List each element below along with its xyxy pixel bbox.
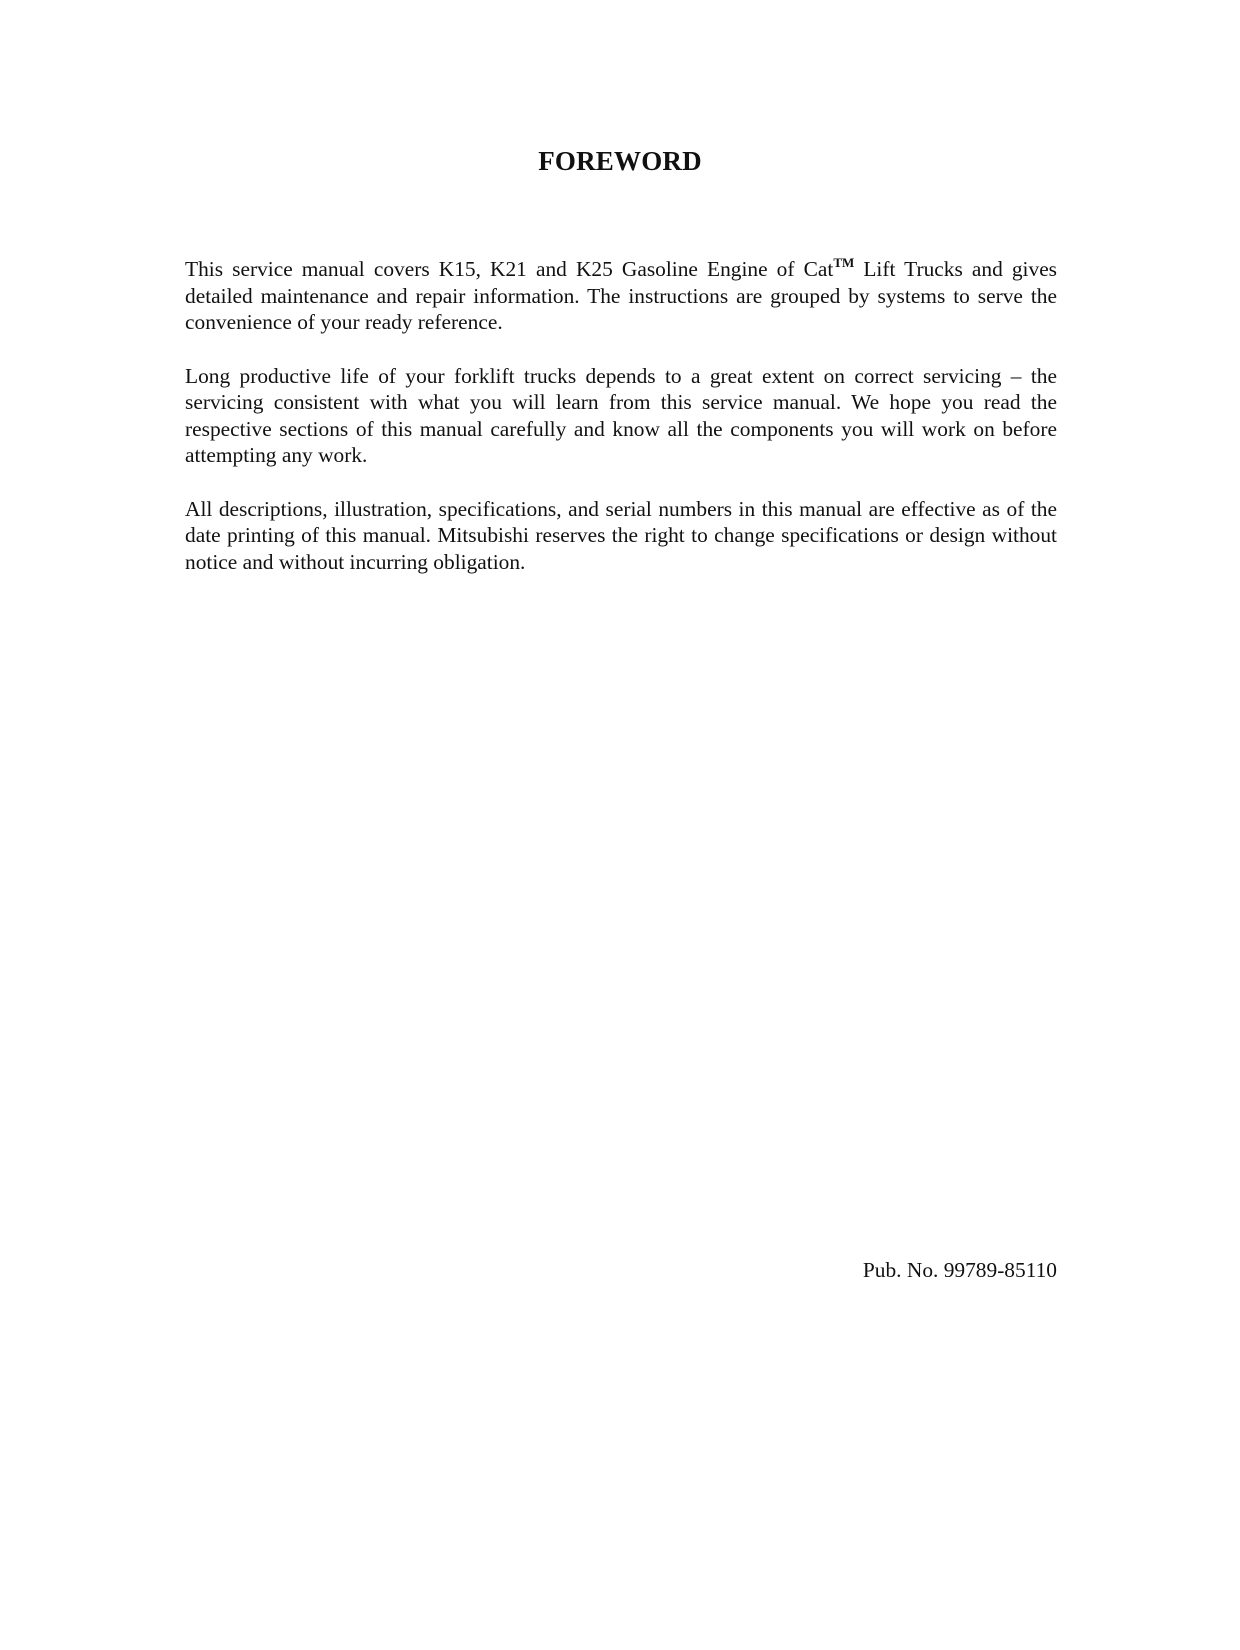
page-title: FOREWORD <box>538 146 702 176</box>
paragraph-intro <box>185 256 1057 336</box>
publication-number: Pub. No. 99789-85110 <box>862 1258 1057 1282</box>
paragraph-intro-start: This service manual covers K15, K21 and K25 Gasoline Engine of Cat <box>185 257 834 281</box>
trademark-mark: TM <box>833 255 855 270</box>
paragraph-intro-end: Lift Trucks and gives detailed maintenance and repair information. The instructions are grouped by systems to serve the convenience of your ready reference. <box>185 257 1058 334</box>
paragraph-servicing: Long productive life of your forklift trucks depends to a great extent on correct servicing – the servicing consistent with what you will learn from this service manual. We hope you read the respective sections of this manual carefully and know all the components you will work on before attempting any work. <box>185 363 1057 467</box>
foreword-body <box>185 256 1057 602</box>
paragraph-disclaimer: All descriptions, illustration, specifications, and serial numbers in this manual are effective as of the date printing of this manual. Mitsubishi reserves the right to change specifications or design without notice and without incurring obligation. <box>185 496 1057 574</box>
